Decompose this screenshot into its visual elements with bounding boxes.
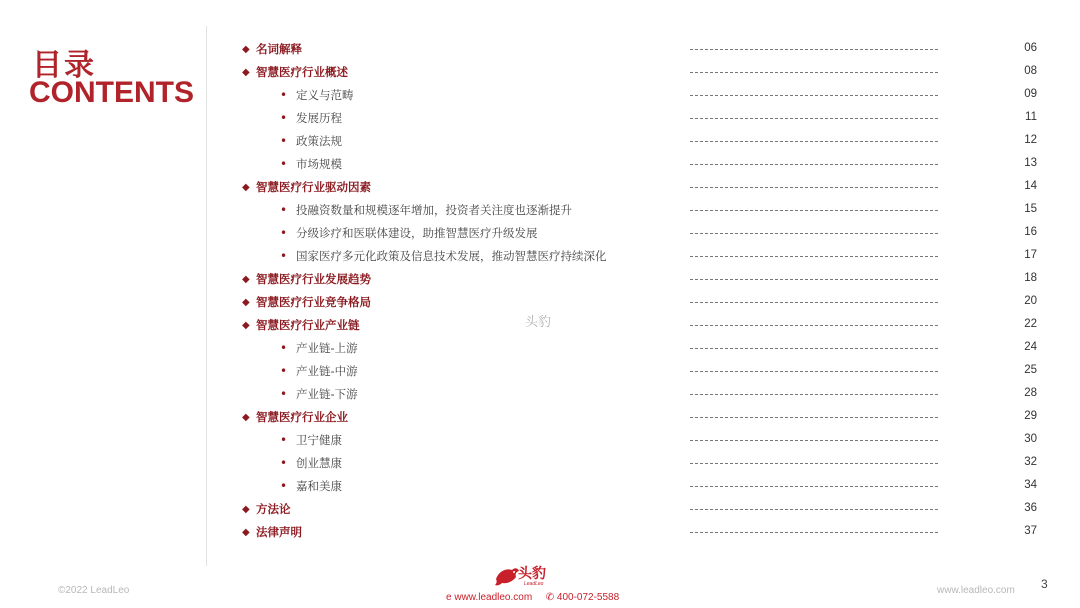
dotted-leader — [690, 509, 938, 510]
diamond-icon: ◆ — [242, 320, 250, 331]
toc-page-number: 12 — [1024, 134, 1037, 146]
toc-label: 产业链-上游 — [296, 341, 358, 355]
leopard-logo-icon — [494, 565, 520, 587]
toc-subsection[interactable] — [240, 153, 1040, 176]
toc-label: 分级诊疗和医联体建设，助推智慧医疗升级发展 — [296, 226, 538, 240]
toc-section[interactable] — [240, 176, 1040, 199]
dot-icon: • — [280, 88, 288, 102]
toc-section[interactable] — [240, 38, 1040, 61]
toc-subsection[interactable] — [240, 452, 1040, 475]
diamond-icon: ◆ — [242, 527, 250, 538]
dotted-leader — [690, 256, 938, 257]
toc-label: 智慧医疗行业发展趋势 — [256, 272, 371, 286]
toc-label: 方法论 — [256, 502, 291, 516]
toc-subsection[interactable] — [240, 337, 1040, 360]
toc-page-number: 17 — [1024, 249, 1037, 261]
toc-subsection[interactable] — [240, 383, 1040, 406]
toc-page-number: 36 — [1024, 502, 1037, 514]
logo-subtext: LeadLeo — [524, 581, 544, 587]
toc-page-number: 34 — [1024, 479, 1037, 491]
toc-section[interactable] — [240, 61, 1040, 84]
toc-subsection[interactable] — [240, 199, 1040, 222]
dotted-leader — [690, 440, 938, 441]
diamond-icon: ◆ — [242, 44, 250, 55]
toc-subsection[interactable] — [240, 222, 1040, 245]
dotted-leader — [690, 463, 938, 464]
toc-page-number: 29 — [1024, 410, 1037, 422]
dot-icon: • — [280, 341, 288, 355]
toc-page-number: 25 — [1024, 364, 1037, 376]
toc-section[interactable] — [240, 268, 1040, 291]
toc-subsection[interactable] — [240, 360, 1040, 383]
contact-line — [446, 592, 619, 603]
toc-page-number: 11 — [1025, 111, 1037, 123]
toc-page-number: 37 — [1024, 525, 1037, 537]
dot-icon: • — [280, 364, 288, 378]
dot-icon: • — [280, 387, 288, 401]
website-link[interactable]: www.leadleo.com — [454, 592, 533, 603]
dotted-leader — [690, 302, 938, 303]
dotted-leader — [690, 371, 938, 372]
dot-icon: • — [280, 157, 288, 171]
phone-icon: ✆ — [545, 592, 555, 603]
toc-label: 智慧医疗行业概述 — [256, 65, 348, 79]
toc-subsection[interactable] — [240, 84, 1040, 107]
dotted-leader — [690, 164, 938, 165]
watermark: 头豹 — [525, 315, 552, 330]
toc-label: 国家医疗多元化政策及信息技术发展，推动智慧医疗持续深化 — [296, 249, 607, 263]
toc-label: 政策法规 — [296, 134, 342, 148]
dotted-leader — [690, 486, 938, 487]
toc-subsection[interactable] — [240, 245, 1040, 268]
toc-label: 智慧医疗行业驱动因素 — [256, 180, 371, 194]
toc-page-number: 30 — [1024, 433, 1037, 445]
toc-page-number: 32 — [1024, 456, 1037, 468]
dotted-leader — [690, 279, 938, 280]
toc-section[interactable] — [240, 521, 1040, 544]
copyright: ©2022 LeadLeo — [58, 585, 130, 596]
dot-icon: • — [280, 134, 288, 148]
toc-section[interactable] — [240, 314, 1040, 337]
toc-subsection[interactable] — [240, 130, 1040, 153]
logo — [494, 563, 564, 591]
dot-icon: • — [280, 433, 288, 447]
page-title-en: CONTENTS — [29, 76, 194, 109]
dotted-leader — [690, 72, 938, 73]
toc-subsection[interactable] — [240, 107, 1040, 130]
diamond-icon: ◆ — [242, 504, 250, 515]
toc-subsection[interactable] — [240, 475, 1040, 498]
dotted-leader — [690, 394, 938, 395]
toc-page-number: 24 — [1024, 341, 1037, 353]
toc-label: 名词解释 — [256, 42, 302, 56]
diamond-icon: ◆ — [242, 274, 250, 285]
table-of-contents — [240, 38, 1040, 544]
dotted-leader — [690, 141, 938, 142]
toc-label: 嘉和美康 — [296, 479, 342, 493]
diamond-icon: ◆ — [242, 182, 250, 193]
page-number: 3 — [1041, 577, 1048, 591]
toc-label: 产业链-中游 — [296, 364, 358, 378]
dot-icon: • — [280, 249, 288, 263]
toc-label: 投融资数量和规模逐年增加，投资者关注度也逐渐提升 — [296, 203, 572, 217]
dot-icon: • — [280, 226, 288, 240]
toc-label: 卫宁健康 — [296, 433, 342, 447]
dot-icon: • — [280, 111, 288, 125]
toc-page-number: 09 — [1024, 88, 1037, 100]
toc-page-number: 18 — [1024, 272, 1037, 284]
diamond-icon: ◆ — [242, 297, 250, 308]
toc-page-number: 08 — [1024, 65, 1037, 77]
toc-page-number: 13 — [1024, 157, 1037, 169]
toc-page-number: 16 — [1024, 226, 1037, 238]
toc-subsection[interactable] — [240, 429, 1040, 452]
toc-page-number: 06 — [1024, 42, 1037, 54]
dot-icon: • — [280, 456, 288, 470]
e-icon: e — [446, 592, 452, 603]
dotted-leader — [690, 210, 938, 211]
dotted-leader — [690, 95, 938, 96]
toc-label: 市场规模 — [296, 157, 342, 171]
toc-label: 智慧医疗行业产业链 — [256, 318, 360, 332]
toc-page-number: 20 — [1024, 295, 1037, 307]
phone-number: 400-072-5588 — [556, 592, 620, 603]
dot-icon: • — [280, 479, 288, 493]
dotted-leader — [690, 325, 938, 326]
diamond-icon: ◆ — [242, 67, 250, 78]
toc-label: 法律声明 — [256, 525, 302, 539]
logo-text: 头豹 — [518, 566, 546, 582]
toc-label: 智慧医疗行业竞争格局 — [256, 295, 371, 309]
divider — [206, 26, 207, 566]
toc-label: 定义与范畴 — [296, 88, 354, 102]
dotted-leader — [690, 118, 938, 119]
toc-section[interactable] — [240, 291, 1040, 314]
toc-label: 创业慧康 — [296, 456, 342, 470]
dotted-leader — [690, 532, 938, 533]
dotted-leader — [690, 187, 938, 188]
toc-page-number: 14 — [1024, 180, 1037, 192]
footer-website: www.leadleo.com — [937, 585, 1015, 596]
toc-label: 发展历程 — [296, 111, 342, 125]
toc-section[interactable] — [240, 498, 1040, 521]
toc-section[interactable] — [240, 406, 1040, 429]
dotted-leader — [690, 348, 938, 349]
toc-label: 智慧医疗行业企业 — [256, 410, 348, 424]
toc-page-number: 15 — [1024, 203, 1037, 215]
dot-icon: • — [280, 203, 288, 217]
toc-label: 产业链-下游 — [296, 387, 358, 401]
dotted-leader — [690, 417, 938, 418]
dotted-leader — [690, 49, 938, 50]
dotted-leader — [690, 233, 938, 234]
toc-page-number: 22 — [1024, 318, 1037, 330]
page-title-zh: 目录 — [32, 48, 96, 83]
toc-page-number: 28 — [1024, 387, 1037, 399]
diamond-icon: ◆ — [242, 412, 250, 423]
